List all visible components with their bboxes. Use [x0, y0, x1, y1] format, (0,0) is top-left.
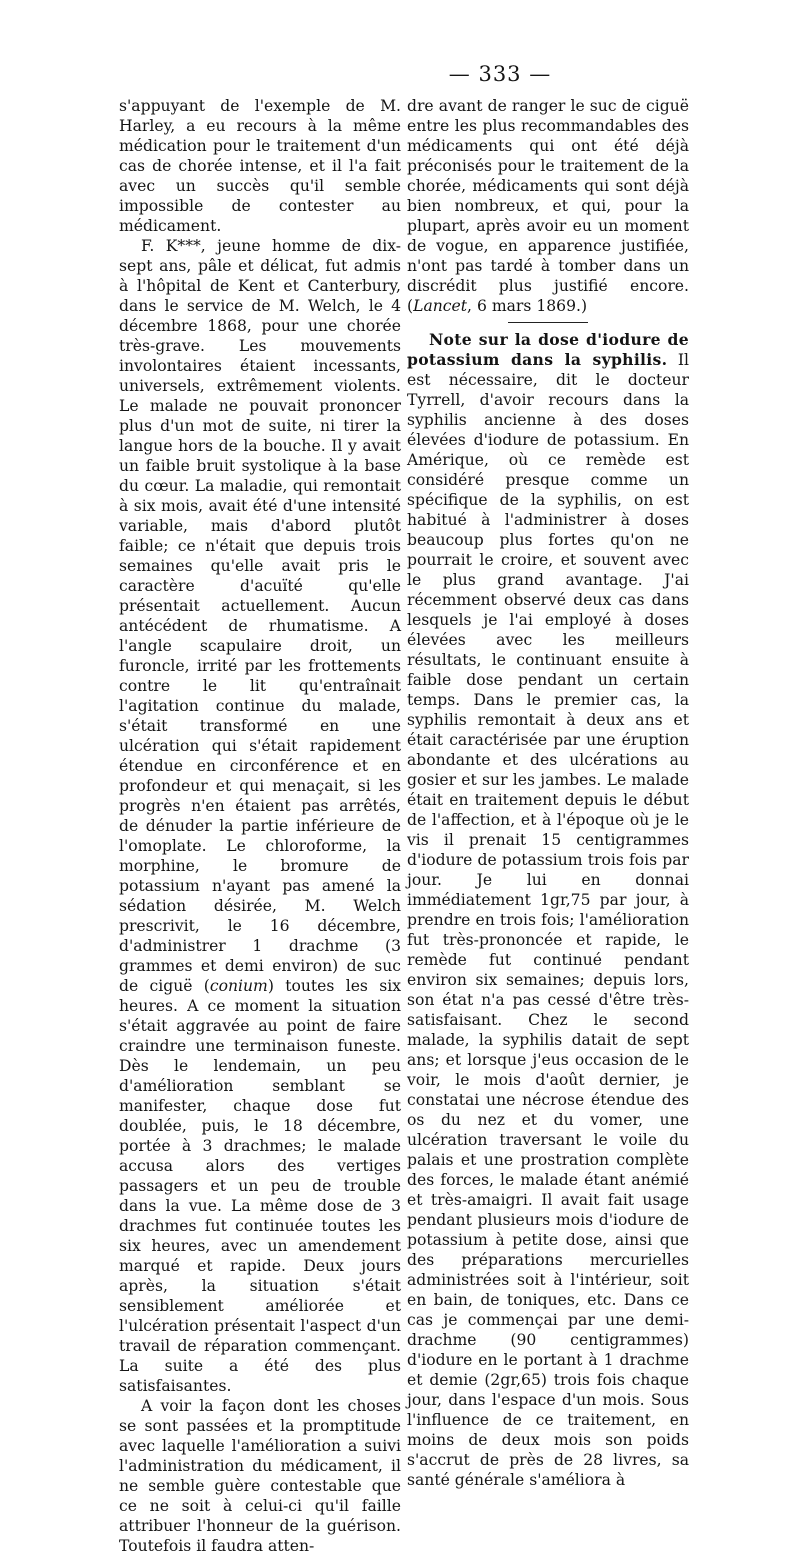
source-date: , 6 mars 1869.) — [467, 297, 588, 315]
left-paragraph-continuation: s'appuyant de l'exemple de M. Harley, a eu recours à la même médication pour le traitement d'un cas de chorée intense, et il l'a fait avec un succès qu'il semble impossible de contester au médicament. — [119, 97, 401, 235]
page-number: — 333 — — [448, 62, 552, 86]
left-column — [119, 96, 401, 1556]
note-title: Note sur la dose d'iodure de potassium dans la syphilis. — [407, 330, 689, 369]
left-paragraph-case-report — [119, 236, 401, 1396]
conium-italic: conium — [209, 977, 268, 995]
continuation-text: dre avant de ranger le suc de ciguë entre les plus recommandables des médicaments qui ont été déjà préconisés pour le traitement de la chorée, médicaments qui sont déjà bien nombreux, et qui, pour la plupart, après avoir eu un moment de vogue, en apparence justifiée, n'ont pas tardé à tomber dans un discrédit plus justifié encore. ( — [407, 97, 689, 315]
left-paragraph-conclusion: A voir la façon dont les choses se sont passées et la promptitude avec laquelle l'amélioration a suivi l'administration du médicament, il ne semble guère contestable que ce ne soit à celui-ci qu'il faille attribuer l'honneur de la guérison. Toutefois il faudra atten- — [119, 1397, 401, 1555]
right-column — [407, 96, 689, 1490]
note-text: Il est nécessaire, dit le docteur Tyrrell, d'avoir recours dans la syphilis ancienne à des doses élevées d'iodure de potassium. En Amérique, où ce remède est considéré presque comme un spécifique de la syphilis, on est habitué à l'administrer à doses beaucoup plus fortes qu'on ne pourrait le croire, et souvent avec le plus grand avantage. J'ai récemment observé deux cas dans lesquels je l'ai employé à doses élevées avec les meilleurs résultats, le continuant ensuite à faible dose pendant un certain temps. Dans le premier cas, la syphilis remontait à deux ans et était caractérisée par une éruption abondante et des ulcérations au gosier et sur les jambes. Le malade était en traitement depuis le début de l'affection, et à l'époque où je le vis il prenait 15 centigrammes d'iodure de potassium trois fois par jour. Je lui en donnai immédiatement 1gr,75 par jour, à prendre en trois fois; l'amélioration fut très-prononcée et rapide, le remède fut continué pendant environ six semaines; depuis lors, son état n'a pas cessé d'être très-satisfaisant. Chez le second malade, la syphilis datait de sept ans; et lorsque j'eus occasion de le voir, le mois d'août dernier, je constatai une nécrose étendue des os du nez et du vomer, une ulcération traversant le voile du palais et une prostration complète des forces, le malade étant anémié et très-amaigri. Il avait fait usage pendant plusieurs mois d'iodure de potassium à petite dose, ainsi que des préparations mercurielles administrées soit à l'intérieur, soit en bain, de toniques, etc. Dans ce cas je commençai par une demi-drachme (90 centigrammes) d'iodure en le portant à 1 drachme et demie (2gr,65) trois fois chaque jour, dans l'espace d'un mois. Sous l'influence de ce traitement, en moins de deux mois son poids s'accrut de près de 28 livres, sa santé générale s'améliora à — [407, 351, 690, 1489]
note-paragraph — [407, 330, 689, 1490]
case-text-end: ) toutes les six heures. A ce moment la situation s'était aggravée au point de faire craindre une terminaison funeste. Dès le lendemain, un peu d'amélioration semblant se manifester, chaque dose fut doublée, puis, le 18 décembre, portée à 3 drachmes; le malade accusa alors des vertiges passagers et un peu de trouble dans la vue. La même dose de 3 drachmes fut continuée toutes les six heures, avec un amendement marqué et rapide. Deux jours après, la situation s'était sensiblement améliorée et l'ulcération présentait l'aspect d'un travail de réparation commençant. La suite a été des plus satisfaisantes. — [119, 977, 401, 1395]
case-text: F. K***, jeune homme de dix-sept ans, pâle et délicat, fut admis à l'hôpital de Kent et Canterbury, dans le service de M. Welch, le 4 décembre 1868, pour une chorée très-grave. Les mouvements involontaires étaient incessants, universels, extrêmement violents. Le malade ne pouvait prononcer plus d'un mot de suite, ni tirer la langue hors de la bouche. Il y avait un faible bruit systolique à la base du cœur. La maladie, qui remontait à six mois, avait été d'une intensité variable, mais d'abord plutôt faible; ce n'était que depuis trois semaines qu'elle avait pris le caractère d'acuïté qu'elle présentait actuellement. Aucun antécédent de rhumatisme. A l'angle scapulaire droit, un furoncle, irrité par les frottements contre le lit qu'entraînait l'agitation continue du malade, s'était transformé en une ulcération qui s'était rapidement étendue en circonférence et en profondeur et qui menaçait, si les progrès n'en étaient pas arrêtés, de dénuder la partie inférieure de l'omoplate. Le chloroforme, la morphine, le bromure de potassium n'ayant pas amené la sédation désirée, M. Welch prescrivit, le 16 décembre, d'administrer 1 drachme (3 grammes et demi environ) de suc de ciguë ( — [119, 237, 401, 995]
section-divider — [508, 322, 588, 323]
source-lancet: Lancet — [413, 297, 468, 315]
right-paragraph-continuation — [407, 96, 689, 316]
